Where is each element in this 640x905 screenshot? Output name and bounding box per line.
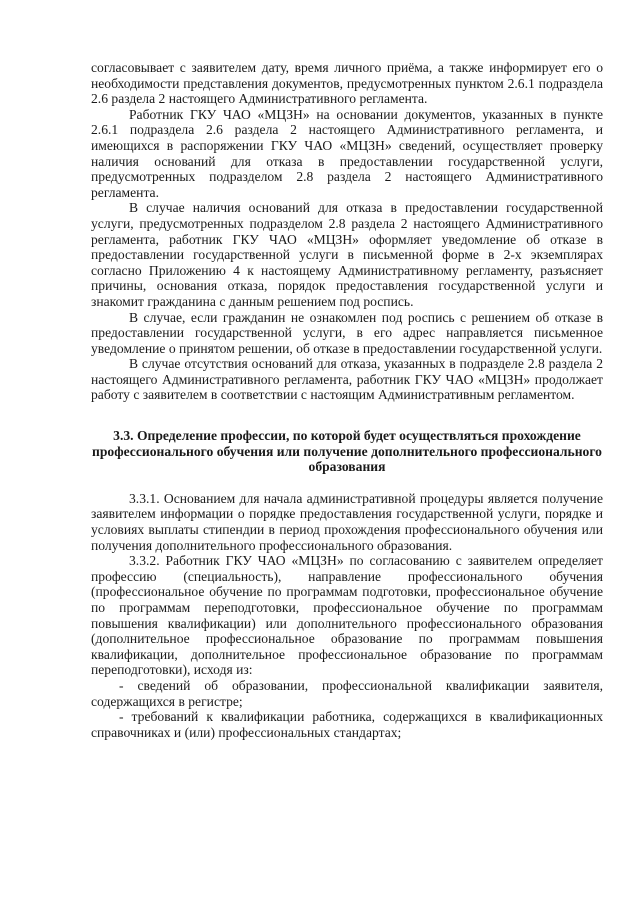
paragraph-3-3-1: 3.3.1. Основанием для начала административной процедуры является получение заявителем информации о порядке предоставления государственной услуги, порядке и условиях выплаты стипендии в период прохождения профессионального обучения или получения дополнительного профессионального образования. <box>91 490 603 553</box>
document-page <box>91 60 603 740</box>
list-item-qualification-requirements: - требований к квалификации работника, содержащихся в квалификационных справочниках и (или) профессиональных стандартах; <box>91 709 603 740</box>
paragraph-no-refusal: В случае отсутствия оснований для отказа, указанных в подразделе 2.8 раздела 2 настоящего Административного регламента, работник ГКУ ЧАО «МЦЗН» продолжает работу с заявителем в соответствии с настоящим Административным регламентом. <box>91 356 603 403</box>
list-item-education-info: - сведений об образовании, профессиональной квалификации заявителя, содержащихся в регистре; <box>91 677 603 709</box>
paragraph-not-acquainted: В случае, если гражданин не ознакомлен под роспись с решением об отказе в предоставлении государственной услуги, в его адрес направляется письменное уведомление о принятом решении, об отказе в предоставлении государственной услуги. <box>91 309 603 356</box>
paragraph-refusal-grounds: В случае наличия оснований для отказа в предоставлении государственной услуги, предусмотренных подразделом 2.8 раздела 2 настоящего Административного регламента, работник ГКУ ЧАО «МЦЗН» оформляет уведомление об отказе в предоставлении государственной услуги в письменной форме в 2-х экземплярах согласно Приложению 4 к настоящему Административному регламенту, разъясняет причины, основания отказа, порядок предоставления государственной услуги и знакомит гражданина с данным решением под роспись. <box>91 200 603 309</box>
paragraph-verification: Работник ГКУ ЧАО «МЦЗН» на основании документов, указанных в пункте 2.6.1 подраздела 2.6 раздела 2 настоящего Административного регламента, и имеющихся в распоряжении ГКУ ЧАО «МЦЗН» сведений, осуществляет проверку наличия оснований для отказа в предоставлении государственной услуги, предусмотренных подразделом 2.8 раздела 2 настоящего Административного регламента. <box>91 106 603 200</box>
paragraph-3-3-2: 3.3.2. Работник ГКУ ЧАО «МЦЗН» по согласованию с заявителем определяет профессию (специальность), направление профессионального обучения (профессиональное обучение по программам подготовки, профессиональное обучение по программам переподготовки, профессиональное обучение по программам повышения квалификации) или дополнительного профессионального образования (дополнительное профессиональное образование по программам повышения квалификации, дополнительное профессиональное образование по программам переподготовки), исходя из: <box>91 553 603 678</box>
section-heading-3-3: 3.3. Определение профессии, по которой будет осуществляться прохождение профессионального обучения или получение дополнительного профессионального образования <box>92 428 602 475</box>
paragraph-continuation: согласовывает с заявителем дату, время личного приёма, а также информирует его о необходимости представления документов, предусмотренных пунктом 2.6.1 подраздела 2.6 раздела 2 настоящего Административного регламента. <box>91 60 603 107</box>
